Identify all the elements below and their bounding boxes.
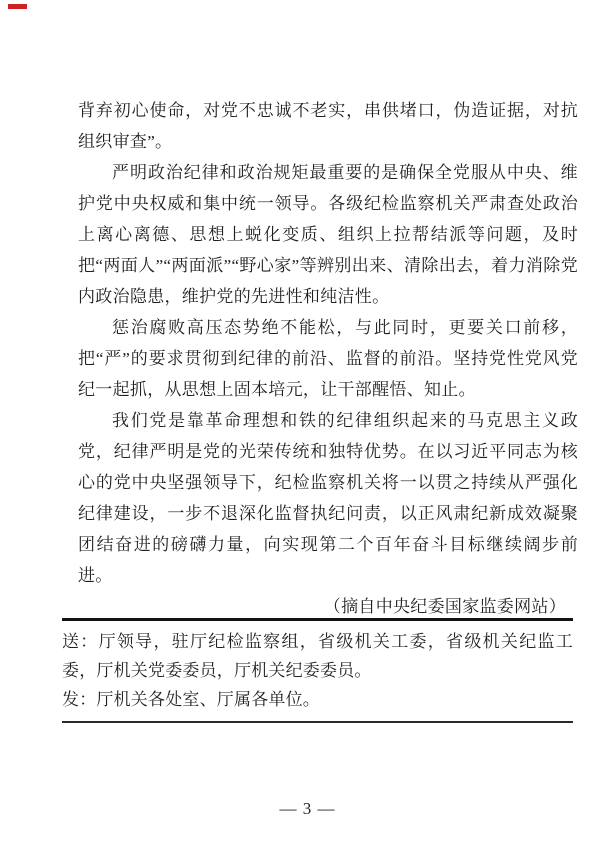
distribution-issue-line: 发：厅机关各处室、厅属各单位。 bbox=[62, 690, 320, 709]
attribution-line: （摘自中央纪委国家监委网站） bbox=[323, 597, 566, 616]
body-paragraph: 严明政治纪律和政治规矩最重要的是确保全党服从中央、维护党中央权威和集中统一领导。各级纪检监察机关严肃查处政治上离心离德、思想上蜕化变质、组织上拉帮结派等问题，及时把“两面人”“两面派”“野心家”等辨别出来、清除出去，着力消除党内政治隐患，维护党的先进性和纯洁性。 bbox=[78, 163, 578, 306]
body-paragraph: 惩治腐败高压态势绝不能松，与此同时，更要关口前移，把“严”的要求贯彻到纪律的前沿、监督的前沿。坚持党性党风党纪一起抓，从思想上固本培元，让干部醒悟、知止。 bbox=[78, 318, 578, 399]
body-paragraph: 背弃初心使命，对党不忠诚不老实，串供堵口，伪造证据，对抗组织审查”。 bbox=[78, 101, 578, 151]
distribution-block bbox=[62, 618, 573, 723]
body-paragraph: 我们党是靠革命理想和铁的纪律组织起来的马克思主义政党，纪律严明是党的光荣传统和独特优势。在以习近平同志为核心的党中央坚强领导下，纪检监察机关将一以贯之持续从严强化纪律建设，一步不退深化监督执纪问责，以正风肃纪新成效凝聚团结奋进的磅礴力量，向实现第二个百年奋斗目标继续阔步前进。 bbox=[78, 411, 578, 585]
distribution-text bbox=[62, 621, 573, 721]
distribution-send-line: 送：厅领导，驻厅纪检监察组，省级机关工委，省级机关纪监工委，厅机关党委委员，厅机关纪委委员。 bbox=[62, 632, 573, 680]
red-corner-mark bbox=[8, 4, 27, 9]
document-body bbox=[78, 95, 578, 622]
page-number: — 3 — bbox=[279, 799, 336, 818]
separator-bottom-rule bbox=[62, 721, 573, 723]
